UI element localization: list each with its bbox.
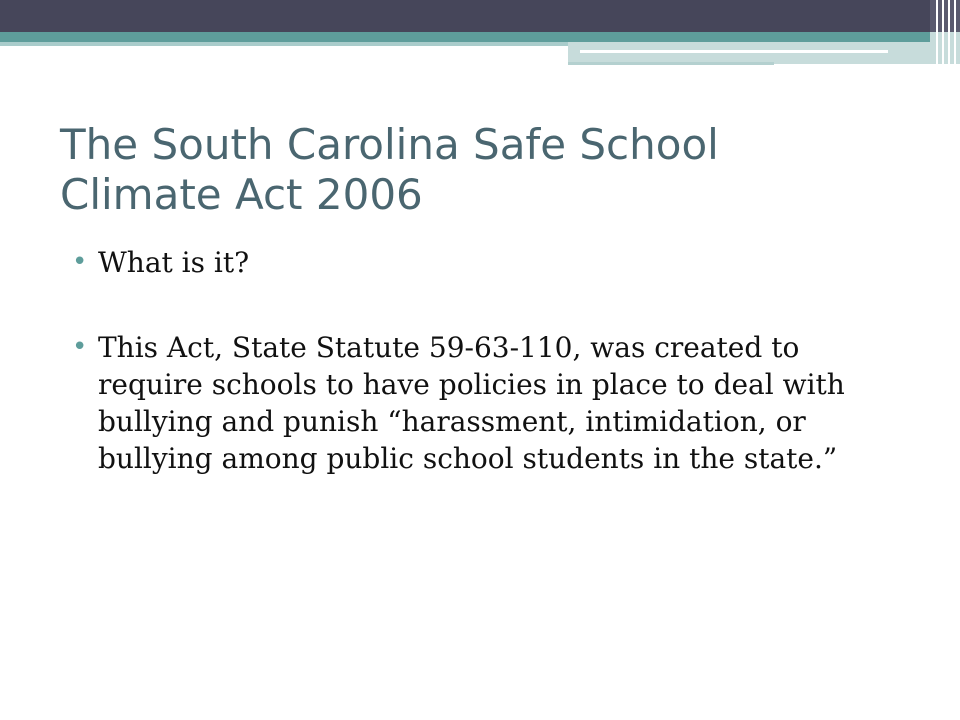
slide-title: The South Carolina Safe School Climate Act 2006 (60, 120, 719, 219)
bullet-text: This Act, State Statute 59-63-110, was created to require schools to have policies in place to deal with bullying and punish “harassment, intimidation, or bullying among public school students in the state.” (98, 331, 845, 475)
right-stripe (954, 0, 956, 64)
header-step-highlight (580, 50, 888, 53)
bullet-icon: • (72, 332, 88, 362)
right-stripe (936, 0, 938, 64)
header-band-teal (0, 32, 960, 42)
bullet-text: What is it? (98, 246, 250, 279)
header-step-block (568, 42, 960, 64)
right-stripe (942, 0, 944, 64)
bullet-list (72, 244, 912, 477)
header-band-light (0, 42, 568, 46)
bullet-item (72, 244, 912, 281)
right-stripe (948, 0, 950, 64)
header-step-line (568, 62, 774, 65)
header-band-dark (0, 0, 960, 32)
bullet-icon: • (72, 247, 88, 277)
bullet-item (72, 329, 912, 477)
header-right-stripes (930, 0, 960, 64)
